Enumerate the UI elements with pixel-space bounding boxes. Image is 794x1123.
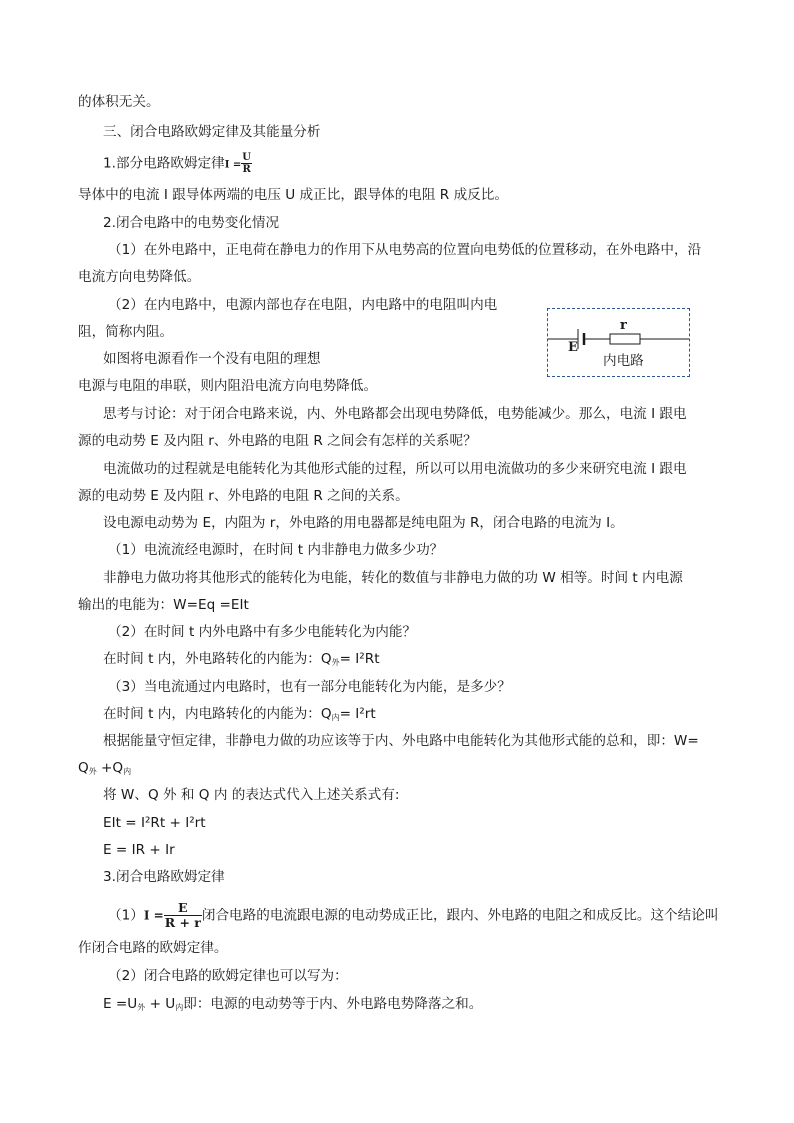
emf-label: E [568,340,578,355]
ohm-law-line [103,152,252,176]
text-line: 思考与讨论：对于闭合电路来说，内、外电路都会出现电势降低，电势能减少。那么，电流 I 跟电 [103,406,687,422]
subsection-heading: 2.闭合电路中的电势变化情况 [103,215,280,231]
equation-text: E =U [103,996,138,1012]
text-line: （3）当电流通过内电路时，也有一部分电能转化为内能，是多少？ [108,679,511,695]
item-number: （1） [108,907,144,924]
text-line: （2）在时间 t 内外电路中有多少电能转化为内能？ [108,624,417,640]
equation-text: 在时间 t 内，外电路转化的内能为：Q [103,651,332,667]
text-line: 阻，简称内阻。 [78,324,174,340]
equation-text: 即：电源的电动势等于内、外电路电势降落之和。 [183,996,483,1012]
text-line: 源的电动势 E 及内阻 r、外电路的电阻 R 之间会有怎样的关系呢？ [78,433,477,449]
equation-text: +Q [96,760,124,776]
subsection-heading: 3.闭合电路欧姆定律 [103,869,225,885]
fraction-denominator: R [242,164,251,175]
text-line: 设电源电动势为 E，内阻为 r，外电路的用电器都是纯电阻为 R，闭合电路的电流为 I。 [103,515,624,531]
equation-text: = I²Rt [339,651,380,667]
text-line: （2）闭合电路的欧姆定律也可以写为： [108,968,348,984]
equation-line [103,994,482,1018]
ohm-law-label: 1.部分电路欧姆定律 [103,155,225,172]
subscript: 内 [175,1003,184,1012]
diagram-caption: 内电路 [603,353,644,369]
equation-line [78,758,131,782]
text-line: （2）在内电路中，电源内部也存在电阻，内电路中的电阻叫内电 [108,297,498,313]
equation-text: = I²rt [339,706,376,722]
subscript: 外 [137,1003,146,1012]
text-line: （1）电流流经电源时，在时间 t 内非静电力做多少功？ [108,542,444,558]
subscript: 外 [88,767,97,776]
equation-line: E = IR + Ir [103,842,175,858]
text-line: 电流做功的过程就是电能转化为其他形式能的过程，所以可以用电流做功的多少来研究电流 I 跟电 [103,461,687,477]
fraction-e-over-r-plus-r [164,901,202,930]
resistance-label: r [620,318,627,333]
law-statement: 闭合电路的电流跟电源的电动势成正比，跟内、外电路的电阻之和成反比。这个结论叫 [201,907,719,924]
text-line: 非静电力做功将其他形式的能转化为电能，转化的数值与非静电力做的功 W 相等。时间 t 内电源 [103,570,683,586]
text-line: 输出的电能为：W=Eq =EIt [78,597,249,613]
text-line: 电流方向电势降低。 [78,269,201,285]
text-line: 的体积无关。 [78,94,160,110]
resistor-symbol [610,334,640,344]
formula-lhs: I = [224,159,242,171]
text-line: 根据能量守恒定律，非静电力做的功应该等于内、外电路中电能转化为其他形式能的总和，即：W= [103,733,699,749]
text-line: 电源与电阻的串联，则内阻沿电流方向电势降低。 [78,378,378,394]
equation-line [103,704,376,728]
fraction-u-over-r [241,152,252,175]
equation-line: EIt = I²Rt + I²rt [103,815,206,831]
text-line: 源的电动势 E 及内阻 r、外电路的电阻 R 之间的关系。 [78,488,409,504]
subscript: 外 [331,658,340,667]
fraction-denominator: R + r [164,915,201,930]
internal-circuit-diagram [547,308,690,377]
subscript: 内 [123,767,132,776]
equation-text: + U [145,996,176,1012]
fraction-numerator: E [164,901,202,916]
subscript: 内 [331,713,340,722]
equation-line [103,649,380,673]
text-line: 作闭合电路的欧姆定律。 [78,940,228,956]
text-line: （1）在外电路中，正电荷在静电力的作用下从电势高的位置向电势低的位置移动，在外电路中，沿 [108,242,702,258]
text-line: 将 W、Q 外 和 Q 内 的表达式代入上述关系式有: [103,787,400,803]
text-line: 如图将电源看作一个没有电阻的理想 [103,351,321,367]
formula-lhs: I = [143,908,164,923]
fraction-numerator: U [242,152,252,163]
closed-circuit-law-line [108,901,718,930]
equation-text: 在时间 t 内，内电路转化的内能为：Q [103,706,332,722]
text-line: 导体中的电流 I 跟导体两端的电压 U 成正比，跟导体的电阻 R 成反比。 [78,187,508,203]
section-heading: 三、闭合电路欧姆定律及其能量分析 [103,124,321,140]
equation-text: Q [78,760,89,776]
